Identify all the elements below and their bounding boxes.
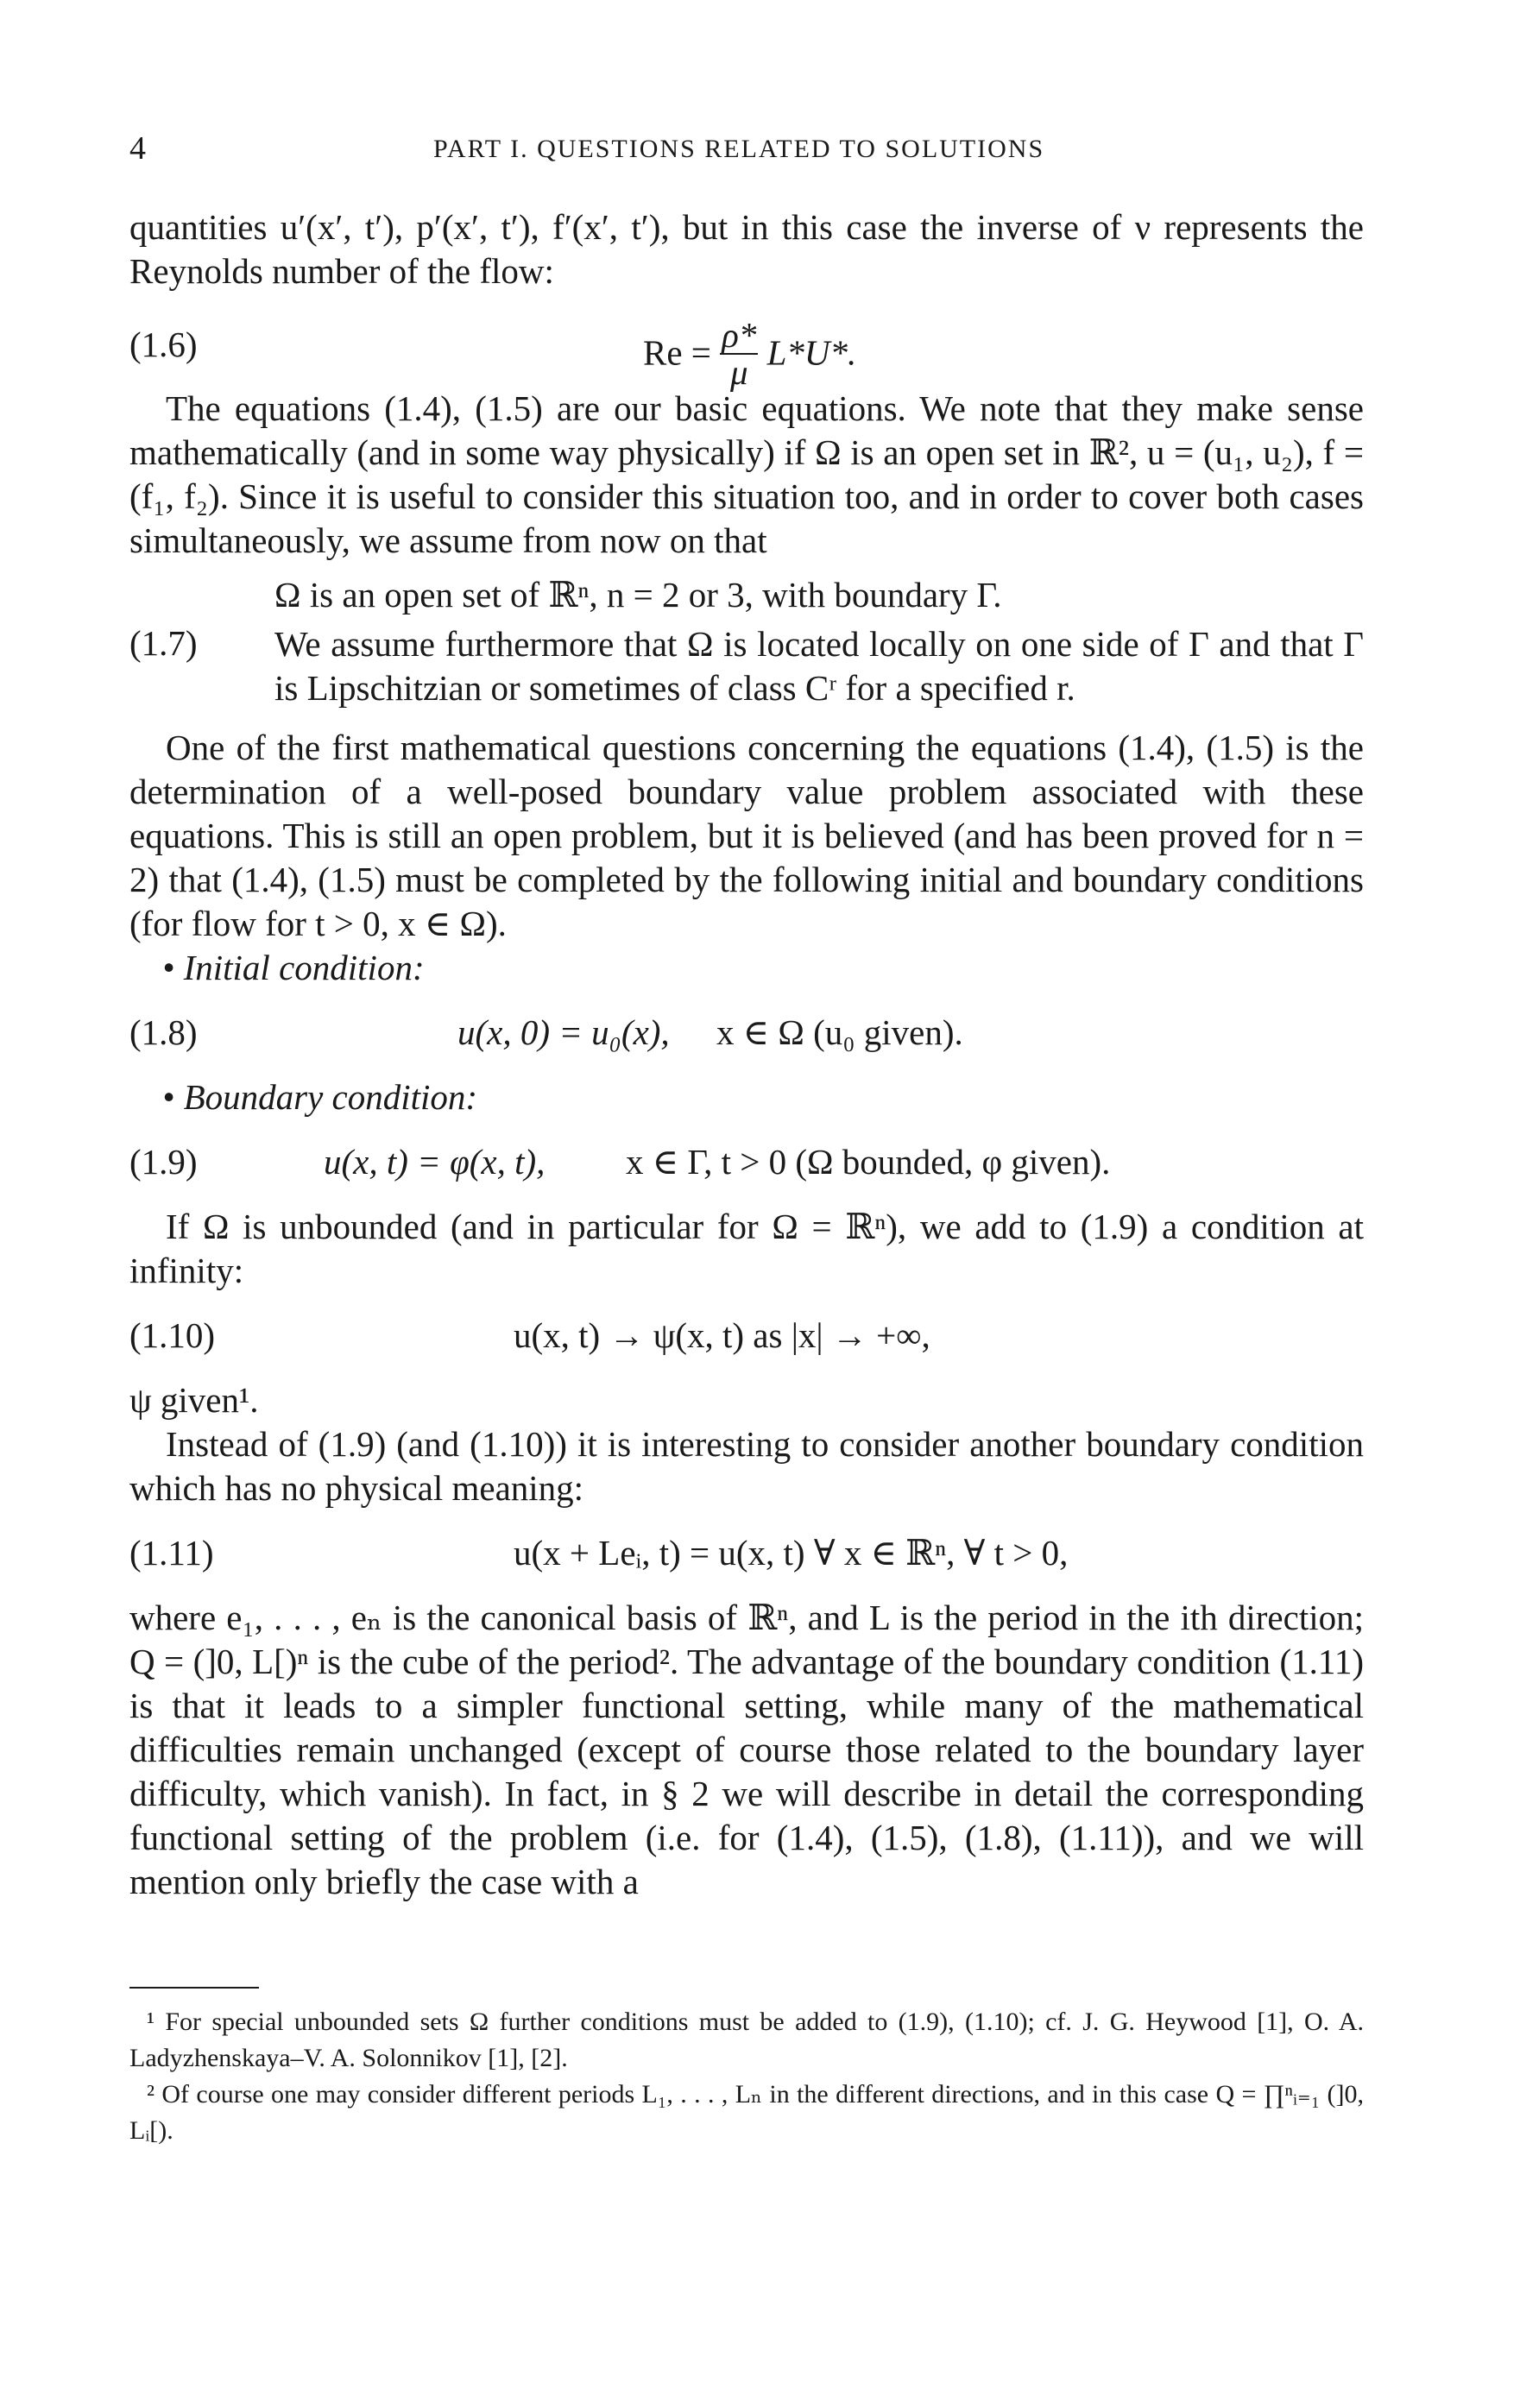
running-header bbox=[129, 129, 1364, 173]
equation-body: u(x, t) → ψ(x, t) as |x| → +∞, bbox=[514, 1315, 930, 1355]
equation-condition: x ∈ Γ, t > 0 (Ω bounded, φ given). bbox=[626, 1142, 1111, 1182]
paragraph-7: where e₁, . . . , eₙ is the canonical basis of ℝⁿ, and L is the period in the ith direction; Q = (]0, L[)ⁿ is the cube of the period². The advantage of the boundary condition (1.11) is that it leads to a simpler functional setting, while many of the mathematical difficulties remain unchanged (except of course those related to the boundary layer difficulty, which vanish). In fact, in § 2 we will describe in detail the corresponding functional setting of the problem (i.e. for (1.4), (1.5), (1.8), (1.11)), and we will mention only briefly the case with a bbox=[129, 1598, 1364, 1901]
assumption-block bbox=[274, 573, 1364, 710]
equation-number: (1.10) bbox=[129, 1315, 216, 1355]
equation-number: (1.9) bbox=[129, 1142, 198, 1182]
equation-1-8 bbox=[129, 1011, 1364, 1055]
paragraph-1: quantities u′(x′, t′), p′(x′, t′), f′(x′, t′), but in this case the inverse of ν represents the Reynolds number of the flow: bbox=[129, 207, 1364, 291]
equation-1-9 bbox=[129, 1140, 1364, 1184]
footnote-rule bbox=[129, 1987, 259, 1989]
running-title: PART I. QUESTIONS RELATED TO SOLUTIONS bbox=[433, 135, 1045, 163]
equation-number: (1.6) bbox=[129, 325, 198, 364]
equation-body bbox=[643, 315, 857, 392]
footnote-2: ² Of course one may consider different periods L₁, . . . , Lₙ in the different directions, and in this case Q = ∏ⁿᵢ₌₁ (]0, Lᵢ[). bbox=[129, 2080, 1364, 2145]
equation-body: u(x, 0) = u₀(x), bbox=[457, 1012, 670, 1052]
equation-number: (1.7) bbox=[129, 623, 198, 663]
equation-condition: x ∈ Ω (u₀ given). bbox=[716, 1012, 963, 1052]
assumption-line-1: Ω is an open set of ℝⁿ, n = 2 or 3, with boundary Γ. bbox=[274, 575, 1002, 615]
equation-1-11 bbox=[129, 1531, 1364, 1575]
paragraph-2: The equations (1.4), (1.5) are our basic equations. We note that they make sense mathematically (and in some way physically) if Ω is an open set in ℝ², u = (u₁, u₂), f = (f₁, f₂). Since it is useful to consider this situation too, and in order to cover both cases simultaneously, we assume from now on that bbox=[129, 388, 1364, 560]
footnotes bbox=[129, 2004, 1364, 2149]
equation-number: (1.11) bbox=[129, 1533, 214, 1573]
fraction-denominator: μ bbox=[729, 352, 748, 392]
paragraph-4: If Ω is unbounded (and in particular for Ω = ℝⁿ), we add to (1.9) a condition at infinity: bbox=[129, 1207, 1364, 1290]
fraction bbox=[720, 315, 758, 392]
assumption-line-2: We assume furthermore that Ω is located locally on one side of Γ and that Γ is Lipschitzian or sometimes of class Cʳ for a specified r. bbox=[274, 624, 1364, 708]
paragraph-6: Instead of (1.9) (and (1.10)) it is interesting to consider another boundary condition which has no physical meaning: bbox=[129, 1424, 1364, 1508]
footnote-1: ¹ For special unbounded sets Ω further conditions must be added to (1.9), (1.10); cf. J. G. Heywood [1], O. A. Ladyzhenskaya–V. A. Solonnikov [1], [2]. bbox=[129, 2008, 1364, 2072]
paragraph-5: ψ given¹. bbox=[129, 1380, 259, 1420]
equation-1-6 bbox=[129, 304, 1364, 392]
equation-body: u(x + Leᵢ, t) = u(x, t) ∀ x ∈ ℝⁿ, ∀ t > 0, bbox=[514, 1533, 1069, 1573]
page-number: 4 bbox=[129, 130, 146, 167]
equation-rhs: L*U*. bbox=[766, 332, 857, 373]
paragraph-3: One of the first mathematical questions concerning the equations (1.4), (1.5) is the determination of a well-posed boundary value problem associated with these equations. This is still an open problem, but it is believed (and has been proved for n = 2) that (1.4), (1.5) must be completed by the following initial and boundary conditions (for flow for t > 0, x ∈ Ω). bbox=[129, 728, 1364, 943]
equation-body: u(x, t) = φ(x, t), bbox=[324, 1142, 546, 1182]
equation-number: (1.8) bbox=[129, 1012, 198, 1052]
equation-1-10 bbox=[129, 1314, 1364, 1358]
main-text bbox=[129, 205, 1364, 1904]
equation-lhs: Re = bbox=[643, 332, 711, 373]
bullet-initial-condition: • Initial condition: bbox=[162, 948, 425, 987]
equation-1-7 bbox=[129, 573, 1364, 715]
bullet-boundary-condition: • Boundary condition: bbox=[162, 1077, 478, 1117]
fraction-numerator: ρ* bbox=[722, 315, 757, 355]
